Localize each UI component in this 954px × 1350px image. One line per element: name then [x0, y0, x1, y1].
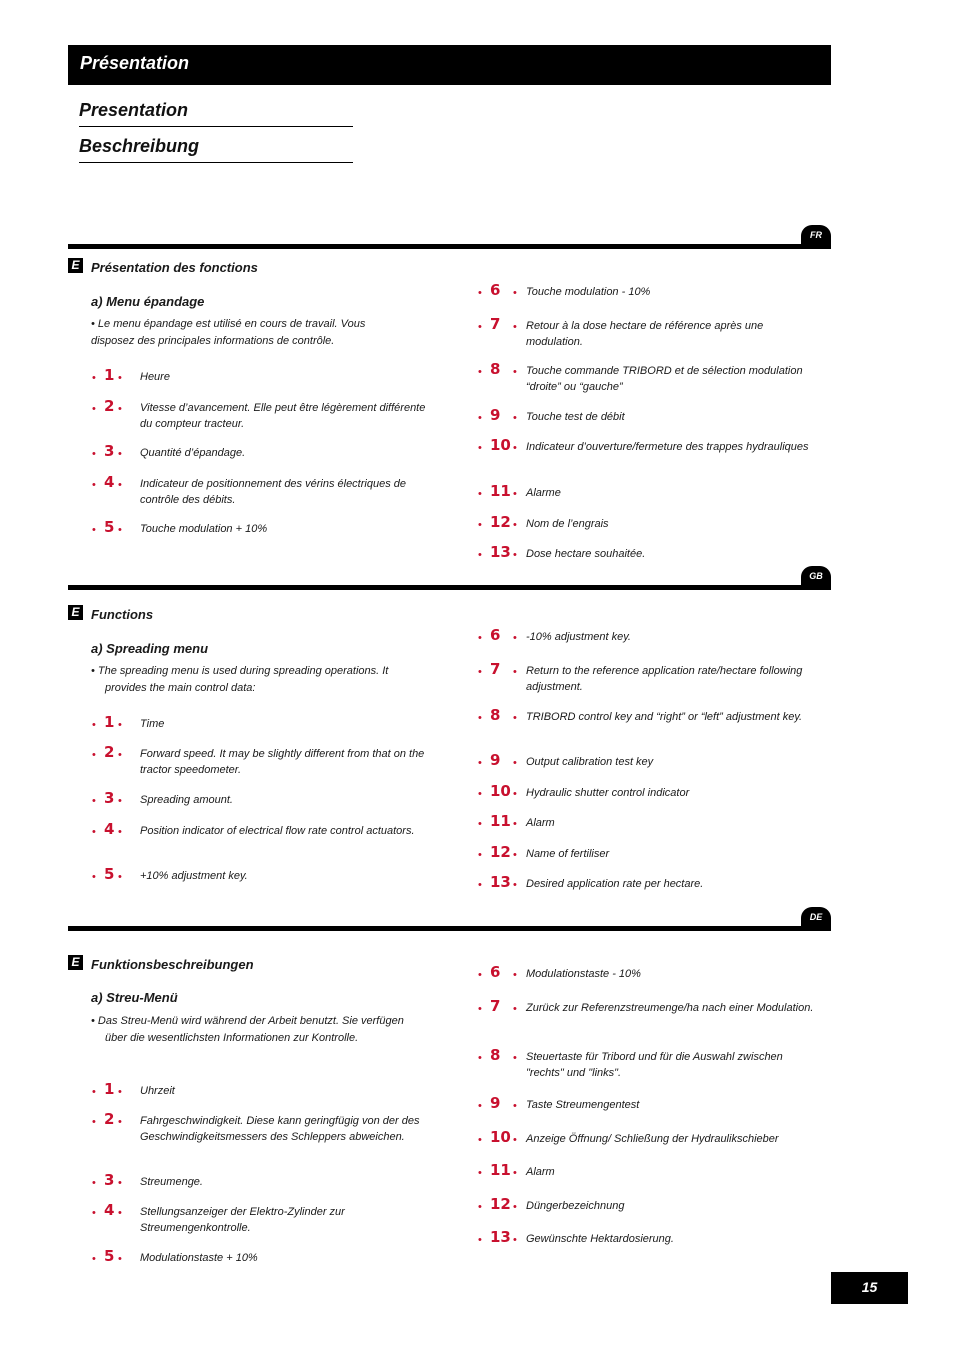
item-text: Quantité d’épandage.	[140, 447, 246, 459]
item-number: 5	[104, 518, 115, 536]
item-text: Alarm	[526, 817, 555, 829]
subtitle-english: Presentation	[79, 100, 353, 127]
item-number: 3	[104, 1171, 115, 1189]
item-text: Modulationstaste + 10%	[140, 1252, 258, 1264]
e-marker: E	[68, 955, 83, 970]
item-number: 10	[490, 1128, 511, 1146]
section-heading: Présentation des fonctions	[91, 260, 258, 275]
item-text: Spreading amount.	[140, 794, 233, 806]
item-number: 11	[490, 1161, 511, 1179]
section-divider	[68, 244, 831, 249]
item-number: 4	[104, 1201, 115, 1219]
item-number: 10	[490, 782, 511, 800]
item-text: Alarme	[526, 487, 561, 499]
item-text: Desired application rate per hectare.	[526, 878, 704, 890]
section-heading: Functions	[91, 607, 154, 622]
lang-tab-de: DE	[801, 907, 831, 929]
section-divider	[68, 585, 831, 590]
intro-text: • Das Streu-Menü wird während der Arbeit benutzt. Sie verfügen über die wesentlichsten Informationen zur Kontrolle.	[91, 1015, 404, 1044]
item-number: 12	[490, 513, 511, 531]
subtitle-german: Beschreibung	[79, 136, 353, 163]
item-text: Uhrzeit	[140, 1085, 175, 1097]
item-text: Time	[140, 718, 165, 730]
menu-heading: a) Streu-Menü	[91, 990, 178, 1005]
item-number: 1	[104, 1080, 115, 1098]
section-divider	[68, 926, 831, 931]
item-text: Touche modulation - 10%	[526, 286, 651, 298]
item-number: 6	[490, 281, 501, 299]
item-text: Modulationstaste - 10%	[526, 968, 641, 980]
item-text: Touche modulation + 10%	[140, 523, 268, 535]
menu-heading: a) Spreading menu	[91, 641, 209, 656]
item-number: 11	[490, 812, 511, 830]
item-number: 11	[490, 482, 511, 500]
item-number: 3	[104, 442, 115, 460]
item-text: +10% adjustment key.	[140, 870, 248, 882]
item-text: Heure	[140, 371, 170, 383]
item-text: Stellungsanzeiger der Elektro-Zylinder zur Streumengenkontrolle.	[140, 1206, 345, 1234]
item-text: Gewünschte Hektardosierung.	[526, 1233, 674, 1245]
item-text: Zurück zur Referenzstreumenge/ha nach einer Modulation.	[526, 1002, 814, 1014]
item-number: 2	[104, 1110, 115, 1128]
item-text: Forward speed. It may be slightly different from that on the tractor speedometer.	[140, 748, 425, 776]
item-number: 1	[104, 713, 115, 731]
item-number: 7	[490, 660, 501, 678]
item-number: 2	[104, 397, 115, 415]
item-text: Streumenge.	[140, 1176, 203, 1188]
item-number: 5	[104, 865, 115, 883]
item-text: Taste Streumengentest	[526, 1099, 640, 1111]
item-number: 9	[490, 406, 501, 424]
item-text: Output calibration test key	[526, 756, 654, 768]
item-text: Steuertaste für Tribord und für die Auswahl zwischen "rechts" und "links".	[526, 1051, 783, 1079]
item-number: 8	[490, 1046, 501, 1064]
item-number: 10	[490, 436, 511, 454]
item-text: Retour à la dose hectare de référence après une modulation.	[526, 320, 764, 348]
intro-text: • The spreading menu is used during spreading operations. It provides the main control data:	[91, 665, 389, 694]
item-text: Dose hectare souhaitée.	[526, 548, 646, 560]
item-text: Hydraulic shutter control indicator	[526, 787, 690, 799]
item-text: Anzeige Öffnung/ Schließung der Hydraulikschieber	[526, 1133, 779, 1145]
item-number: 2	[104, 743, 115, 761]
lang-tab-gb: GB	[801, 566, 831, 588]
item-number: 13	[490, 1228, 511, 1246]
item-text: Indicateur d’ouverture/fermeture des trappes hydrauliques	[526, 441, 809, 453]
item-text: Touche test de débit	[526, 411, 625, 423]
page-title: Présentation	[80, 53, 190, 73]
item-text: Alarm	[526, 1166, 555, 1178]
item-text: Düngerbezeichnung	[526, 1200, 625, 1212]
e-marker: E	[68, 258, 83, 273]
item-number: 12	[490, 843, 511, 861]
item-text: Touche commande TRIBORD et de sélection modulation “droite” ou “gauche”	[526, 365, 803, 393]
item-number: 12	[490, 1195, 511, 1213]
item-text: Position indicator of electrical flow rate control actuators.	[140, 825, 415, 837]
item-number: 1	[104, 366, 115, 384]
e-marker: E	[68, 605, 83, 620]
title-bar	[68, 45, 831, 85]
intro-text: • Le menu épandage est utilisé en cours de travail. Vous disposez des principales informations de contrôle.	[91, 318, 366, 347]
item-text: Name of fertiliser	[526, 848, 610, 860]
item-number: 9	[490, 1094, 501, 1112]
item-number: 13	[490, 543, 511, 561]
item-number: 4	[104, 820, 115, 838]
item-text: -10% adjustment key.	[526, 631, 631, 643]
item-number: 4	[104, 473, 115, 491]
item-text: Vitesse d’avancement. Elle peut être légèrement différente du compteur tracteur.	[140, 402, 426, 430]
lang-tab-fr: FR	[801, 225, 831, 247]
item-number: 9	[490, 751, 501, 769]
item-text: Return to the reference application rate/hectare following adjustment.	[526, 665, 803, 693]
item-number: 7	[490, 997, 501, 1015]
item-text: Fahrgeschwindigkeit. Diese kann geringfügig von der des Geschwindigkeitsmessers des Schleppers abweichen.	[140, 1115, 420, 1143]
item-number: 3	[104, 789, 115, 807]
item-number: 6	[490, 626, 501, 644]
item-number: 5	[104, 1247, 115, 1265]
item-number: 6	[490, 963, 501, 981]
menu-heading: a) Menu épandage	[91, 294, 205, 309]
item-text: TRIBORD control key and “right” or “left” adjustment key.	[526, 711, 803, 723]
item-text: Nom de l’engrais	[526, 518, 609, 530]
item-number: 8	[490, 706, 501, 724]
page-number: 15	[831, 1272, 908, 1304]
item-text: Indicateur de positionnement des vérins électriques de contrôle des débits.	[140, 478, 406, 506]
item-number: 7	[490, 315, 501, 333]
item-number: 8	[490, 360, 501, 378]
section-heading: Funktionsbeschreibungen	[91, 957, 254, 972]
item-number: 13	[490, 873, 511, 891]
